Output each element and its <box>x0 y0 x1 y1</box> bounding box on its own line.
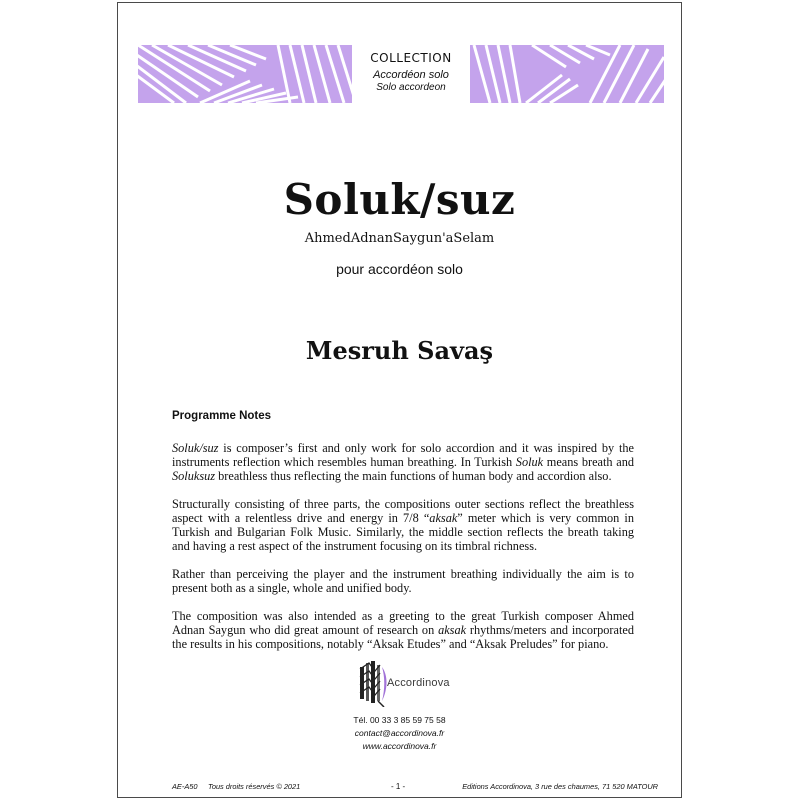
notes-text-run: means breath and <box>543 455 634 469</box>
publisher-logo <box>358 659 458 707</box>
contact-email[interactable]: contact@accordinova.fr <box>354 728 445 738</box>
footer-catalog-code: AE-A50 <box>172 782 198 791</box>
notes-paragraph <box>172 497 634 553</box>
notes-italic-run: Soluksuz <box>172 469 216 483</box>
programme-notes <box>172 409 634 665</box>
notes-text-run: rhythms/meters and incorporated the results in his compositions, notably “Aksak Etudes” and “Aksak Preludes” for piano. <box>172 623 634 651</box>
contact-phone: Tél. 00 33 3 85 59 75 58 <box>353 715 446 725</box>
notes-text-run: ” meter which is very common in Turkish and Bulgarian Folk Music. Similarly, the middle section reflects the breath taking and having a rest aspect of the instrument focusing on its timbral richness. <box>172 511 634 553</box>
collection-banner <box>138 45 664 103</box>
notes-italic-run: Soluk/suz <box>172 441 219 455</box>
banner-pattern-right <box>470 45 664 103</box>
footer-copyright: Tous droits réservés © 2021 <box>208 782 301 791</box>
banner-pattern-left <box>138 45 352 103</box>
notes-text-run: The composition was also intended as a greeting to the great Turkish composer Ahmed Adnan Saygun who did great amount of research on <box>172 609 634 637</box>
contact-website[interactable]: www.accordinova.fr <box>362 741 437 751</box>
notes-italic-run: aksak <box>429 511 458 525</box>
page-footer <box>172 782 658 794</box>
work-instrumentation: pour accordéon solo <box>336 261 463 277</box>
footer-page-number: - 1 - <box>391 782 406 791</box>
programme-notes-heading: Programme Notes <box>172 410 272 422</box>
notes-paragraph <box>172 609 634 651</box>
composer-name: Mesruh Savaş <box>305 336 494 365</box>
notes-text-run: Rather than perceiving the player and the instrument breathing individually the aim is to present both as a single, whole and unified body. <box>172 567 634 595</box>
notes-paragraph <box>172 441 634 483</box>
publisher-contact <box>118 714 681 753</box>
accordion-icon <box>358 659 388 707</box>
collection-subtitle-en: Solo accordeon <box>376 82 446 93</box>
notes-text-run: is composer’s first and only work for solo accordion and it was inspired by the instruments reflection which resembles human breathing. In Turkish <box>172 441 634 469</box>
notes-paragraph <box>172 567 634 595</box>
notes-italic-run: aksak <box>438 623 467 637</box>
collection-label-box <box>352 45 470 103</box>
publisher-logo-text: Accordinova <box>387 677 450 689</box>
notes-text-run: breathless thus reflecting the main functions of human body and accordion also. <box>215 469 612 483</box>
footer-publisher-address: Editions Accordinova, 3 rue des chaumes, 71 520 MATOUR <box>462 782 658 791</box>
work-dedication: AhmedAdnanSaygun'aSelam <box>304 231 495 246</box>
collection-subtitle-fr: Accordéon solo <box>373 69 449 81</box>
notes-text-run: Structurally consisting of three parts, the compositions outer sections reflect the breathless aspect with a relentless drive and energy in 7/8 “ <box>172 497 634 525</box>
work-title: Soluk/suz <box>283 175 516 224</box>
score-cover-page <box>117 2 682 798</box>
collection-label: COLLECTION <box>370 51 452 65</box>
notes-italic-run: Soluk <box>515 455 544 469</box>
